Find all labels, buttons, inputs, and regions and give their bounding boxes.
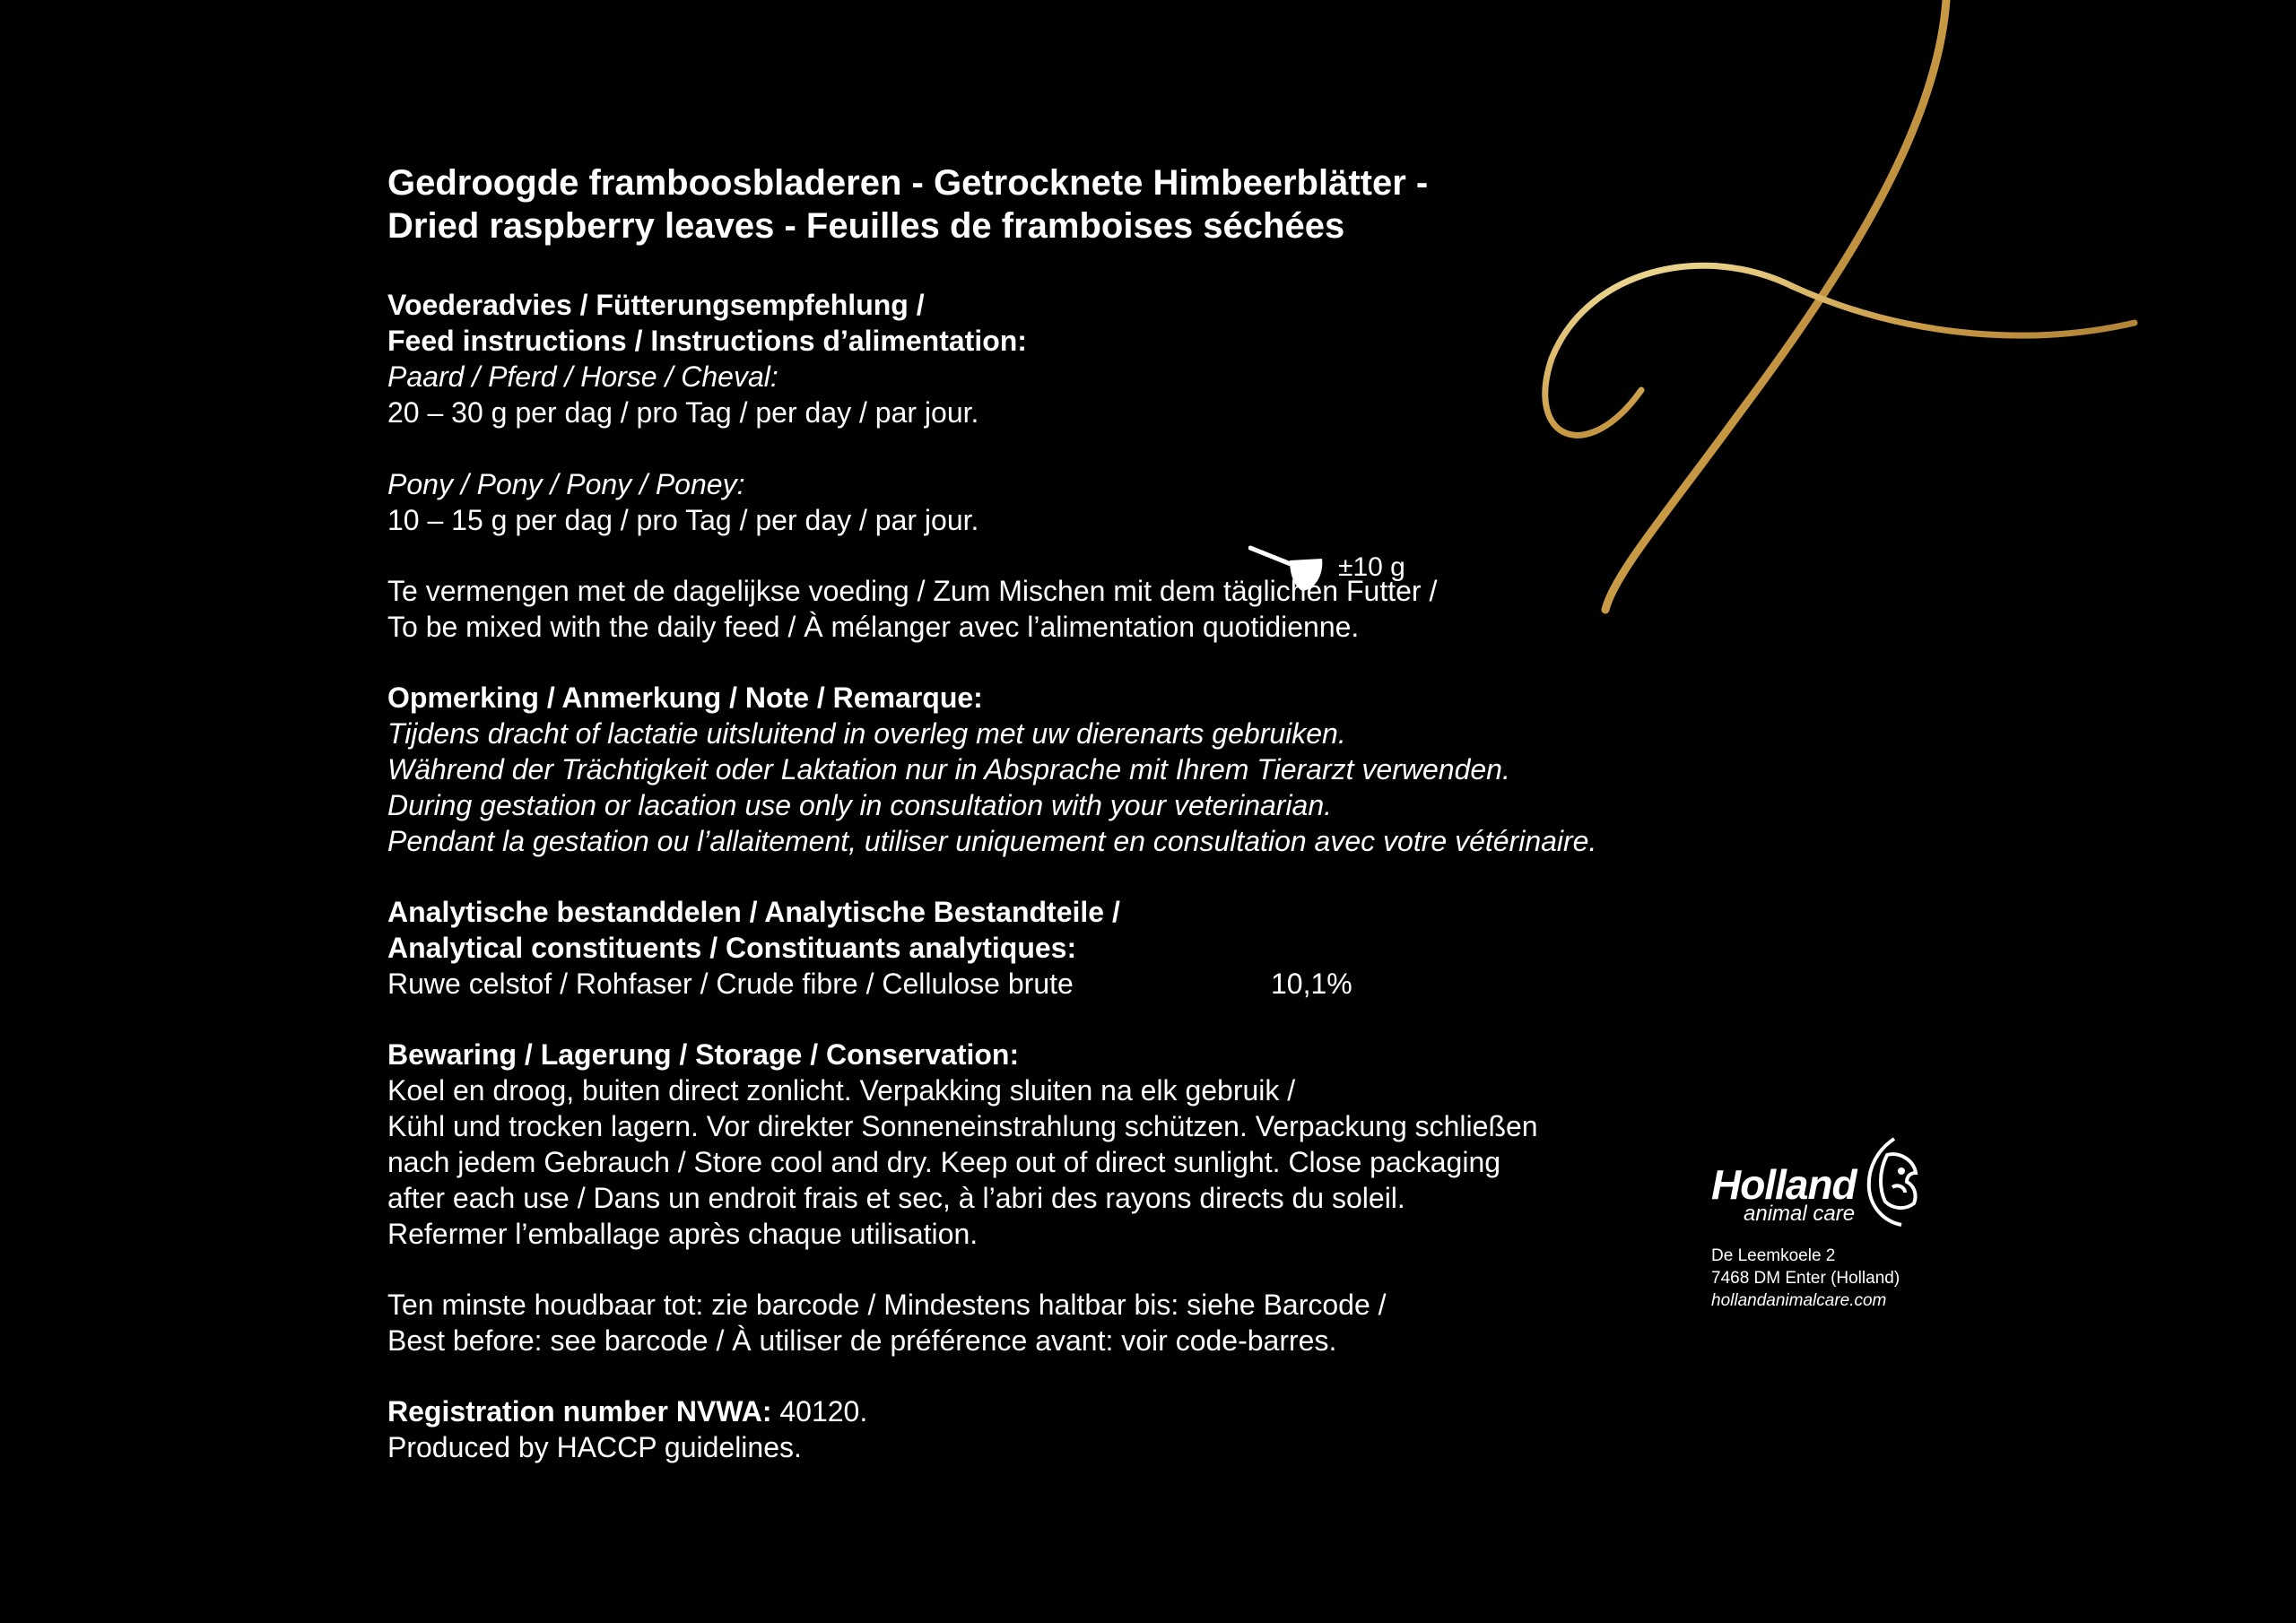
haccp-line: Produced by HACCP guidelines. — [387, 1431, 802, 1463]
note-en: During gestation or lacation use only in consultation with your veterinarian. — [387, 789, 1333, 821]
product-title — [387, 161, 1751, 247]
address-line-2: 7468 DM Enter (Holland) — [1711, 1269, 1900, 1288]
horse-amount: 20 – 30 g per dag / pro Tag / per day / par jour. — [387, 396, 979, 429]
best-before-line-2: Best before: see barcode / À utiliser de préférence avant: voir code-barres. — [387, 1324, 1337, 1357]
storage-section — [387, 1037, 1751, 1252]
note-section — [387, 680, 1751, 859]
registration-line — [387, 1393, 1751, 1429]
company-website: hollandanimalcare.com — [1711, 1291, 1887, 1310]
registration-number: 40120. — [771, 1395, 868, 1428]
address-line-1: De Leemkoele 2 — [1711, 1246, 1836, 1265]
registration-label: Registration number NVWA: — [387, 1395, 772, 1428]
company-logo-block — [1711, 1137, 1944, 1312]
storage-line-4: after each use / Dans un endroit frais et sec, à l’abri des rayons directs du soleil. — [387, 1182, 1405, 1214]
feed-heading-1: Voederadvies / Fütterungsempfehlung / — [387, 289, 925, 321]
storage-line-5: Refermer l’emballage après chaque utilisation. — [387, 1218, 978, 1250]
mix-line-2: To be mixed with the daily feed / À mélanger avec l’alimentation quotidienne. — [387, 611, 1360, 643]
feed-heading-2: Feed instructions / Instructions d’alimentation: — [387, 325, 1027, 357]
analysis-row-label: Ruwe celstof / Rohfaser / Crude fibre / Cellulose brute — [387, 968, 1074, 1000]
note-heading: Opmerking / Anmerkung / Note / Remarque: — [387, 681, 983, 714]
title-line-1: Gedroogde framboosbladeren - Getrocknete Himbeerblätter - — [387, 163, 1429, 203]
best-before-section — [387, 1287, 1751, 1358]
registration-section — [387, 1393, 1751, 1465]
analysis-row-value: 10,1% — [1271, 968, 1352, 1000]
brand-name: Holland — [1711, 1161, 1857, 1208]
pony-amount: 10 – 15 g per dag / pro Tag / per day / par jour. — [387, 504, 979, 536]
analysis-row — [387, 966, 1751, 1002]
company-address — [1711, 1245, 1944, 1312]
brand-subtitle: animal care — [1744, 1202, 1856, 1226]
analysis-section — [387, 894, 1751, 1002]
title-line-2: Dried raspberry leaves - Feuilles de framboises séchées — [387, 206, 1345, 246]
storage-line-1: Koel en droog, buiten direct zonlicht. Verpakking sluiten na elk gebruik / — [387, 1074, 1296, 1107]
best-before-line-1: Ten minste houdbaar tot: zie barcode / Mindestens haltbar bis: siehe Barcode / — [387, 1289, 1387, 1321]
note-nl: Tijdens dracht of lactatie uitsluitend in overleg met uw dierenarts gebruiken. — [387, 717, 1346, 750]
mixing-section — [387, 573, 1751, 645]
analysis-heading-1: Analytische bestanddelen / Analytische Bestandteile / — [387, 896, 1120, 928]
horse-label: Paard / Pferd / Horse / Cheval: — [387, 360, 778, 393]
scoop-amount: ±10 g — [1338, 552, 1405, 582]
product-label — [387, 161, 1751, 1500]
animal-heads-logo-icon — [1860, 1137, 1923, 1227]
storage-line-3: nach jedem Gebrauch / Store cool and dry. Keep out of direct sunlight. Close packaging — [387, 1146, 1501, 1178]
mix-line-1: Te vermengen met de dagelijkse voeding / Zum Mischen mit dem täglichen Futter / — [387, 575, 1438, 607]
pony-label: Pony / Pony / Pony / Poney: — [387, 468, 745, 500]
storage-line-2: Kühl und trocken lagern. Vor direkter Sonneneinstrahlung schützen. Verpackung schließen — [387, 1110, 1538, 1142]
storage-heading: Bewaring / Lagerung / Storage / Conservation: — [387, 1038, 1020, 1071]
note-de: Während der Trächtigkeit oder Laktation nur in Absprache mit Ihrem Tierarzt verwenden. — [387, 753, 1510, 785]
analysis-heading-2: Analytical constituents / Constituants analytiques: — [387, 932, 1077, 964]
feed-instructions-section — [387, 287, 1751, 582]
note-fr: Pendant la gestation ou l’allaitement, utiliser uniquement en consultation avec votre vétérinaire. — [387, 825, 1597, 857]
